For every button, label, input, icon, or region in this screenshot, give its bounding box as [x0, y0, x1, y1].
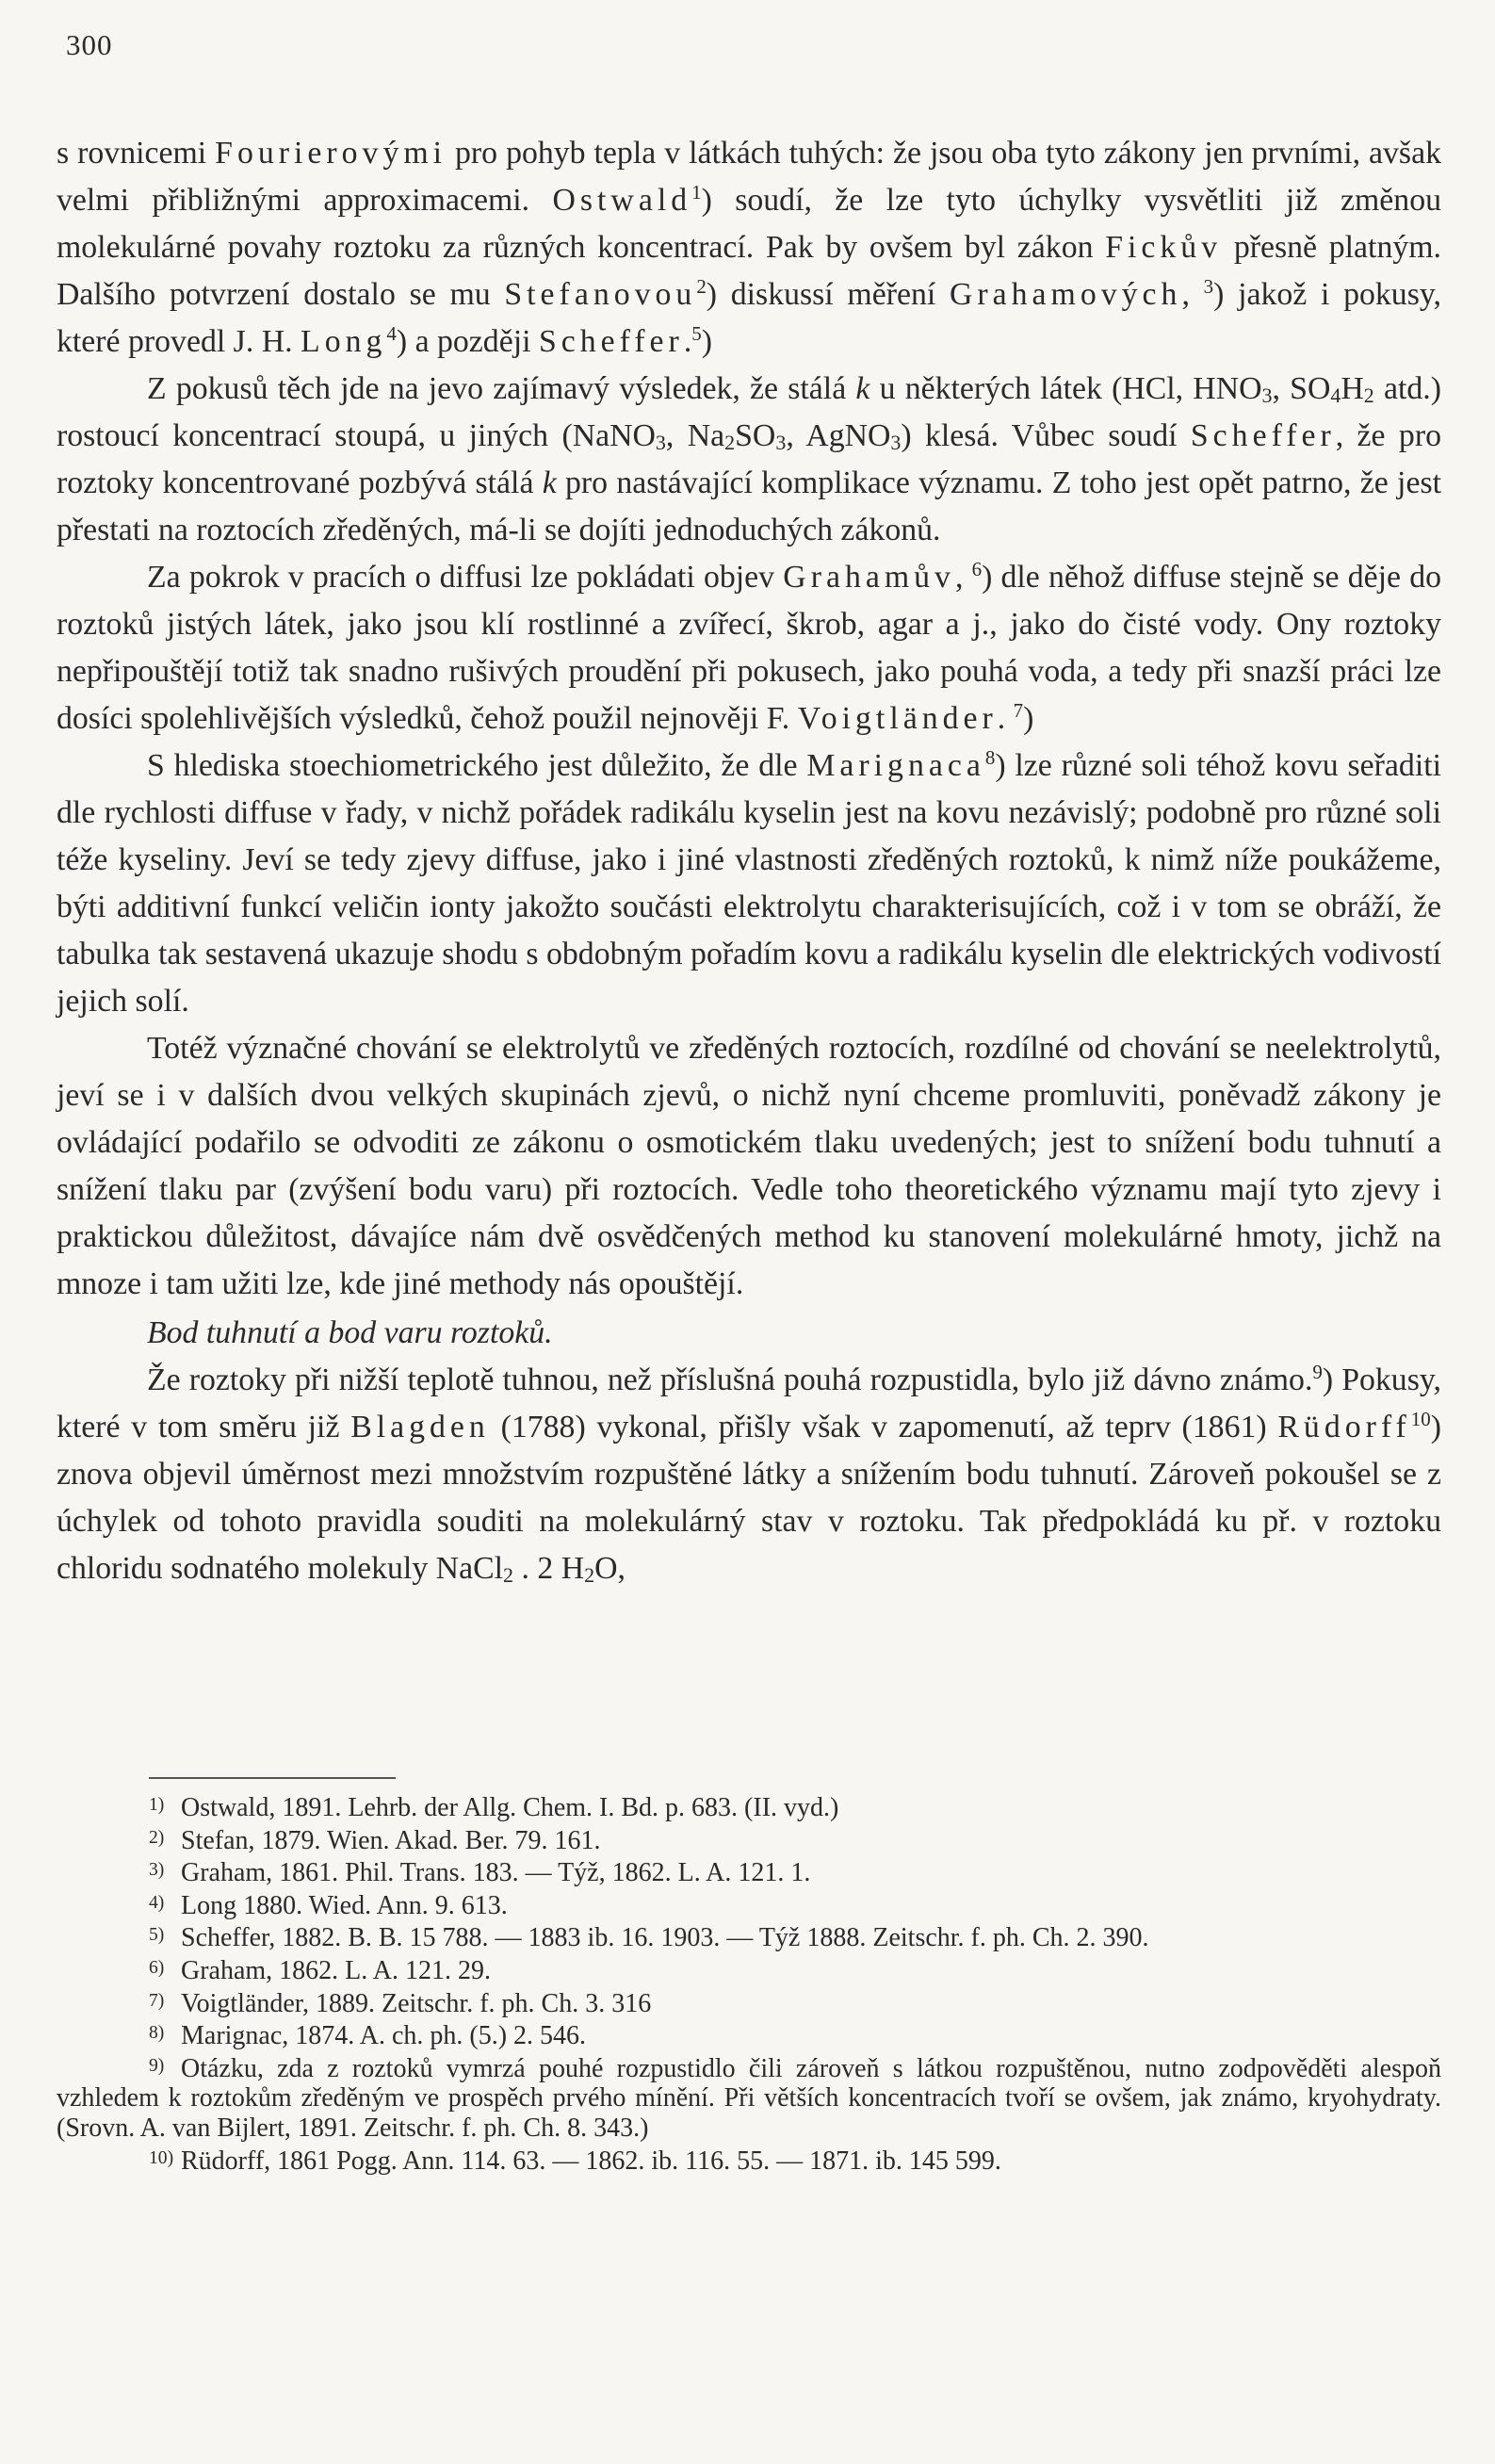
text-run: , AgNO	[786, 418, 891, 453]
footnote-mark: 4)	[149, 1892, 165, 1913]
footnote-text: Scheffer, 1882. B. B. 15 788. — 1883 ib. 16. 1903. — Týž 1888. Zeitschr. f. ph. Ch. 2. 390.	[181, 1923, 1149, 1953]
paragraph-1	[57, 130, 1441, 366]
text-run: )	[1023, 701, 1034, 736]
footnote-5	[57, 1920, 1441, 1953]
text-run: ) jakož i pokusy, které provedl J. H.	[57, 277, 1442, 359]
subscript: 2	[724, 431, 736, 454]
footnote-mark: 10)	[149, 2147, 174, 2168]
text-run: ) lze různé soli téhož kovu seřaditi dle rychlosti diffuse v řady, v nichž pořádek radikálu kyselin jest na kovu nezávislý; podobně pro různé soli téže kyseliny. Jeví se tedy zjevy diffuse, jako i jiné vlastnosti zředěných roztoků, k nimž níže poukážeme, býti additivní funkcí veličin ionty jakožto součásti elektrolytu charakterisujících, což i v tom se obráží, že tabulka tak sestavená ukazuje shodu s obdobným pořadím kovu a radikálu kyselin dle elektrických vodivostí jejich solí.	[57, 748, 1442, 1019]
footnote-mark: 2)	[149, 1827, 165, 1848]
footnote-2	[57, 1823, 1441, 1856]
text-run: , Na	[665, 418, 725, 453]
spaced-name: Voigtländer	[797, 701, 998, 736]
text-run: ) znova objevil úměrnost mezi množstvím rozpuštěné látky a snížením bodu tuhnutí. Zároveň pokoušel se z úchylek od tohoto pravidla souditi na molekulárný stav v roztoku. Tak předpokládá ku př. v roztoku chloridu sodnatého molekuly NaCl	[57, 1410, 1441, 1586]
footnote-text: Marignac, 1874. A. ch. ph. (5.) 2. 546.	[181, 2021, 587, 2051]
footnote-mark: 6)	[149, 1957, 165, 1978]
spaced-name: Rüdorff	[1277, 1410, 1411, 1444]
text-run: ) diskussí měření	[706, 277, 950, 312]
text-run: Totéž význačné chování se elektrolytů ve zředěných roztocích, rozdílné od chování se neelektrolytů, jeví se i v dalších dvou velkých skupinách zjevů, o nichž nyní chceme promluviti, poněvadž zákony je ovládající podařilo se odvoditi ze zákonu o osmotickém tlaku uvedených; jest to snížení bodu tuhnutí a snížení tlaku par (zvýšení bodu varu) při roztocích. Vedle toho theoretického významu mají tyto zjevy i praktickou důležitost, dávajíce nám dvě osvědčených method ku stanovení molekulárné hmoty, jichž na mnoze i tam užiti lze, kde jiné methody nás opouštějí.	[57, 1031, 1441, 1301]
subscript: 3	[655, 431, 666, 454]
footnote-ref: 3	[1203, 275, 1214, 298]
paragraph-3	[57, 554, 1441, 742]
text-run: ,	[954, 560, 972, 595]
text-run: ) Pokusy, které v tom směru již	[57, 1363, 1441, 1444]
text-run: ,	[1181, 277, 1204, 312]
footnote-mark: 3)	[149, 1860, 165, 1881]
text-run: .	[683, 324, 692, 359]
footnote-4	[57, 1888, 1441, 1921]
spaced-name: Fourierovými	[215, 136, 447, 171]
footnote-divider	[149, 1777, 396, 1779]
text-run: s rovnicemi	[57, 136, 216, 171]
spaced-name: Fickův	[1105, 230, 1223, 265]
footnote-ref: 5	[691, 322, 702, 345]
footnote-text: Ostwald, 1891. Lehrb. der Allg. Chem. I. Bd. p. 683. (II. vyd.)	[181, 1793, 839, 1822]
paragraph-4	[57, 742, 1441, 1025]
spaced-name: Grahamových	[949, 277, 1182, 312]
text-run: S hlediska stoechiometrického jest důležito, že dle	[147, 748, 807, 783]
footnote-text: Stefan, 1879. Wien. Akad. Ber. 79. 161.	[181, 1825, 601, 1855]
text-run: ) a později	[396, 324, 539, 359]
text-run: atd.) rostoucí koncentrací stoupá, u jiných (NaNO	[57, 371, 1441, 453]
footnote-mark: 8)	[149, 2023, 165, 2044]
subscript: 3	[775, 431, 787, 454]
footnote-mark: 5)	[149, 1925, 165, 1946]
footnote-6	[57, 1953, 1441, 1986]
spaced-name: Grahamův	[783, 560, 955, 595]
text-run: Že roztoky při nižší teplotě tuhnou, než příslušná pouhá rozpustidla, bylo již dávno známo.	[147, 1363, 1313, 1397]
footnote-text: Long 1880. Wied. Ann. 9. 613.	[181, 1890, 508, 1920]
subscript: 2	[584, 1563, 595, 1587]
footnote-1	[57, 1790, 1441, 1823]
text-run: , že pro roztoky koncentrované pozbývá stálá	[57, 418, 1441, 500]
text-run: přesně platným. Dalšího potvrzení dostalo se mu	[57, 230, 1441, 312]
footnote-ref: 4	[386, 322, 397, 345]
footnote-mark: 7)	[149, 1990, 165, 2011]
text-run: )	[701, 324, 712, 359]
footnote-3	[57, 1855, 1441, 1888]
spaced-name: Ostwald	[552, 183, 692, 218]
text-run: .	[997, 701, 1014, 736]
text-run: O,	[594, 1551, 626, 1586]
text-run: . 2 H	[513, 1551, 585, 1586]
paragraph-5	[57, 1025, 1441, 1308]
footnotes	[57, 1790, 1441, 2176]
footnote-ref: 7	[1013, 699, 1024, 722]
section-heading: Bod tuhnutí a bod varu roztoků.	[147, 1315, 553, 1350]
text-run: SO	[735, 418, 776, 453]
italic-symbol: k	[855, 371, 870, 406]
subscript: 2	[1363, 383, 1374, 407]
text-run: pro nastávající komplikace významu. Z toho jest opět patrno, že jest přestati na roztocích zředěných, má-li se dojíti jednoduchých zákonů.	[57, 465, 1441, 547]
footnote-ref: 6	[971, 558, 983, 580]
footnote-ref: 9	[1312, 1361, 1323, 1383]
text-run: Za pokrok v pracích o diffusi lze pokládati objev	[147, 560, 784, 595]
page-number: 300	[66, 28, 113, 61]
footnote-mark: 1)	[149, 1795, 165, 1815]
spaced-name: Scheffer	[538, 324, 684, 359]
text-run: ) soudí, že lze tyto úchylky vysvětliti již změnou molekulárné povahy roztoku za různých koncentrací. Pak by ovšem byl zákon	[57, 183, 1441, 265]
paragraph-2	[57, 366, 1441, 554]
text-run: , SO	[1272, 371, 1331, 406]
footnote-text: Graham, 1861. Phil. Trans. 183. — Týž, 1862. L. A. 121. 1.	[181, 1858, 811, 1888]
text-run: H	[1341, 371, 1364, 406]
footnote-ref: 8	[984, 746, 996, 769]
footnote-9	[57, 2051, 1441, 2144]
text-run: Z pokusů těch jde na jevo zajímavý výsledek, že stálá	[147, 371, 856, 406]
body-text	[57, 130, 1441, 1592]
footnote-ref: 1	[691, 181, 702, 204]
spaced-name: Marignaca	[806, 748, 985, 783]
text-run: (1788) vykonal, přišly však v zapomenutí, až teprv (1861)	[489, 1410, 1278, 1444]
footnote-text: Rüdorff, 1861 Pogg. Ann. 114. 63. — 1862. ib. 116. 55. — 1871. ib. 145 599.	[181, 2146, 1001, 2176]
footnote-text: Graham, 1862. L. A. 121. 29.	[181, 1955, 491, 1985]
footnote-ref: 2	[696, 275, 707, 298]
footnote-10	[57, 2144, 1441, 2177]
footnote-ref: 10	[1410, 1408, 1431, 1430]
spaced-name: Scheffer	[1190, 418, 1336, 453]
footnote-text: Otázku, zda z roztoků vymrzá pouhé rozpustidlo čili zároveň s látkou rozpuštěnou, nutno zodpověděti alespoň vzhledem k roztokům zředěným ve prospěch prvého mínění. Při větších koncentracích tvoří se ovšem, jak známo, kryohydraty. (Srovn. A. van Bijlert, 1891. Zeitschr. f. ph. Ch. 8. 343.)	[57, 2053, 1441, 2143]
text-run: u některých látek (HCl, HNO	[869, 371, 1262, 406]
text-run: ) dle něhož diffuse stejně se děje do roztoků jistých látek, jako jsou klí rostlinné a zvířecí, škrob, agar a j., jako do čisté vody. Ony roztoky nepřipouštějí totiž tak snadno rušivých proudění při pokusech, jako pouhá voda, a tedy při snazší práci lze dosíci spolehlivějších výsledků, čehož použil nejnověji F.	[57, 560, 1441, 736]
subscript: 2	[503, 1563, 513, 1587]
text-run: ) klesá. Vůbec soudí	[901, 418, 1191, 453]
spaced-name: Long	[301, 324, 387, 359]
subscript: 4	[1330, 383, 1341, 407]
footnote-7	[57, 1986, 1441, 2019]
text-run: pro pohyb tepla v látkách tuhých: že jsou oba tyto zákony jen prvními, avšak velmi přibližnými approximacemi.	[57, 136, 1441, 218]
subscript: 3	[890, 431, 902, 454]
italic-symbol: k	[542, 465, 557, 500]
footnote-8	[57, 2018, 1441, 2051]
footnote-text: Voigtländer, 1889. Zeitschr. f. ph. Ch. 3. 316	[181, 1988, 652, 2018]
spaced-name: Blagden	[350, 1410, 490, 1444]
subscript: 3	[1261, 383, 1273, 407]
spaced-name: Stefanovou	[504, 277, 697, 312]
paragraph-6	[57, 1357, 1441, 1592]
footnote-mark: 9)	[149, 2055, 165, 2076]
